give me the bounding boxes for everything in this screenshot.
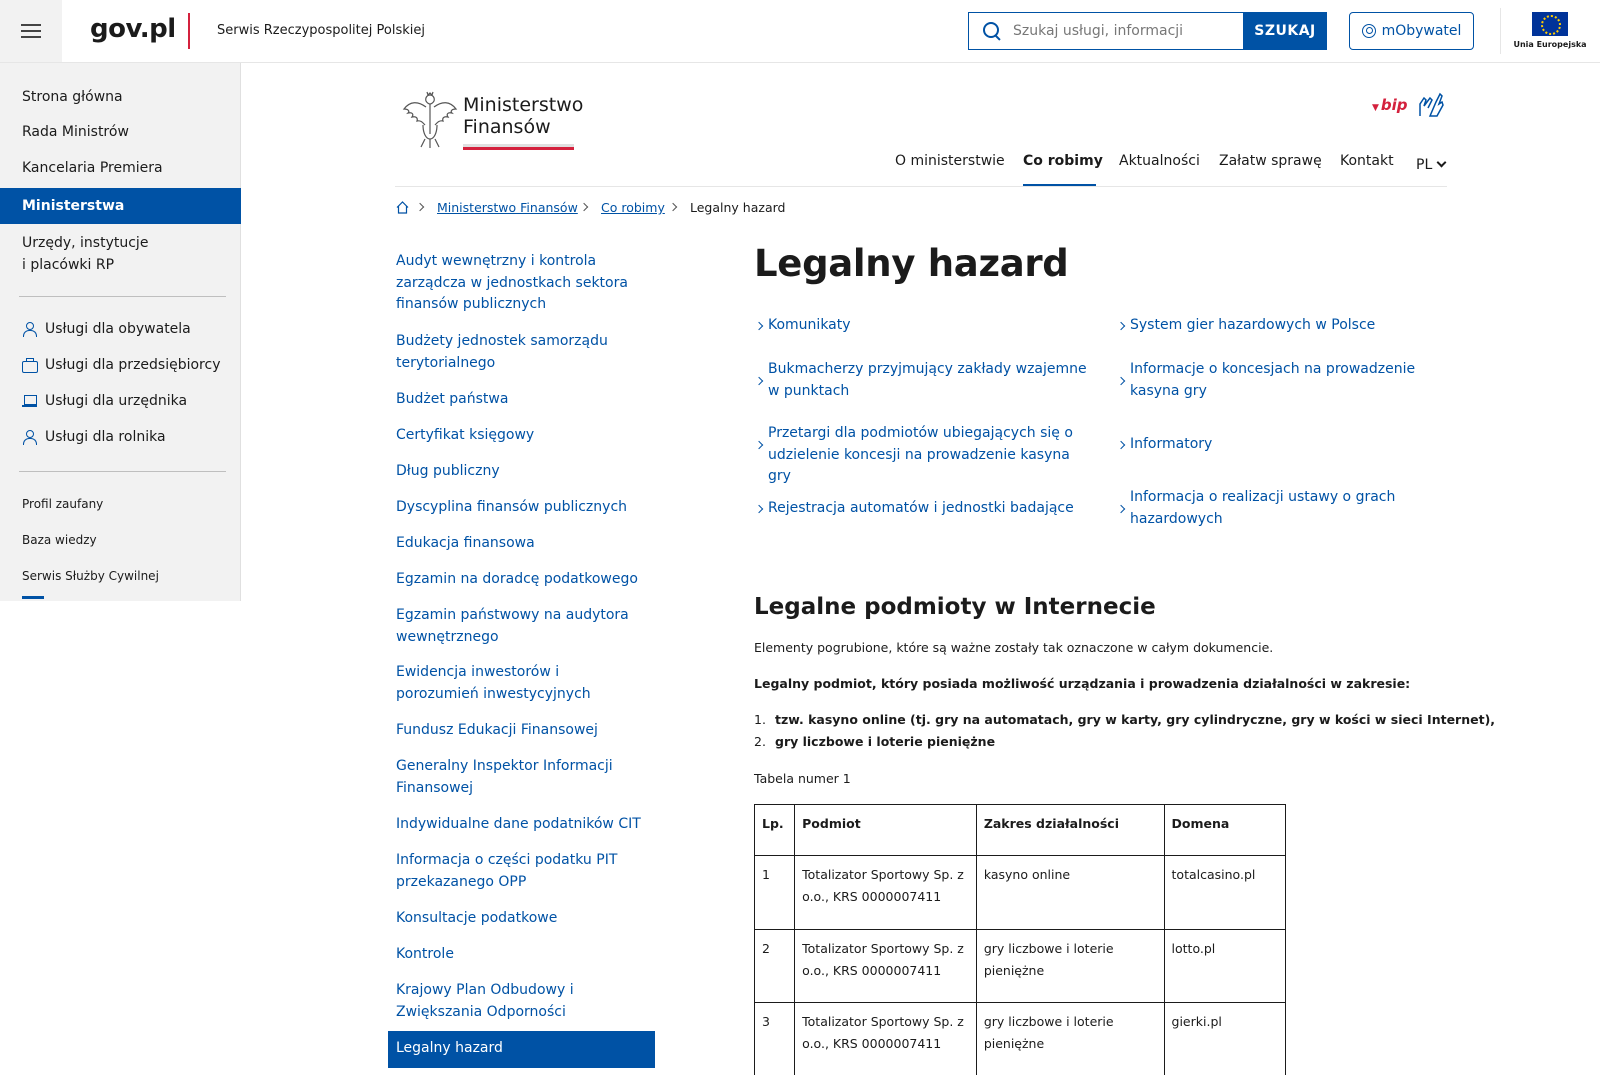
lead-paragraph: Legalny podmiot, który posiada możliwość urządzania i prowadzenia działalności w zakresie: <box>754 676 1411 691</box>
chevron-down-icon <box>1437 158 1447 168</box>
list-text: tzw. kasyno online (tj. gry na automatach, gry w karty, gry cylindryczne, gry w kości w sieci Internet), <box>775 712 1496 727</box>
subnav-item[interactable]: Ewidencja inwestorów i porozumień inwestycyjnych <box>396 664 591 702</box>
subnav-item[interactable]: Budżety jednostek samorządu terytorialnego <box>396 333 608 371</box>
topnav-o-ministerstwie[interactable]: O ministerstwie <box>895 153 1005 169</box>
subnav-item[interactable]: Budżet państwa <box>396 391 509 407</box>
service-link-rolnik[interactable] <box>22 429 166 445</box>
table-cell: gierki.pl <box>1164 1003 1285 1075</box>
search-icon <box>983 22 1001 40</box>
topnav-kontakt[interactable]: Kontakt <box>1340 153 1394 169</box>
ministry-name[interactable] <box>463 94 583 138</box>
user-circle-icon <box>1362 24 1376 38</box>
eagle-emblem-icon <box>401 89 459 151</box>
subnav-item[interactable]: Egzamin państwowy na audytora wewnętrznego <box>396 607 629 645</box>
table-cell: lotto.pl <box>1164 930 1285 1003</box>
mobywatel-button[interactable] <box>1349 12 1474 50</box>
subnav-item-active[interactable]: Legalny hazard <box>388 1031 655 1068</box>
service-link-label: Usługi dla obywatela <box>45 321 191 337</box>
breadcrumb-chevron-icon <box>416 203 424 211</box>
column-header: Zakres działalności <box>976 805 1164 856</box>
laptop-icon <box>22 394 37 408</box>
eu-label: Unia Europejska <box>1513 40 1587 49</box>
breadcrumb-ministerstwo[interactable]: Ministerstwo Finansów <box>437 200 578 215</box>
service-link-urzednik[interactable] <box>22 393 187 409</box>
table-cell: Totalizator Sportowy Sp. z o.o., KRS 0000007411 <box>795 1003 977 1075</box>
home-icon[interactable] <box>396 201 409 214</box>
subnav-item[interactable]: Egzamin na doradcę podatkowego <box>396 571 638 587</box>
sitenav-item-rada[interactable]: Rada Ministrów <box>22 124 129 140</box>
govpl-logo[interactable]: gov.pl <box>90 14 176 44</box>
note-paragraph: Elementy pogrubione, które są ważne zostały tak oznaczone w całym dokumencie. <box>754 640 1274 655</box>
sitenav-urzedy-line2: i placówki RP <box>22 256 115 273</box>
sitenav-divider <box>19 471 226 472</box>
topic-link[interactable]: Bukmacherzy przyjmujący zakłady wzajemne w punktach <box>754 359 1094 402</box>
subnav-item[interactable]: Generalny Inspektor Informacji Finansowej <box>396 758 613 796</box>
section-title: Legalne podmioty w Internecie <box>754 594 1156 620</box>
subnav-item[interactable]: Certyfikat księgowy <box>396 427 535 443</box>
breadcrumb-chevron-icon <box>669 203 677 211</box>
topnav-aktualnosci[interactable]: Aktualności <box>1119 153 1200 169</box>
top-bar <box>0 0 1600 63</box>
service-link-label: Usługi dla przedsiębiorcy <box>45 357 221 373</box>
topic-link[interactable]: Informatory <box>1116 434 1436 456</box>
table-caption: Tabela numer 1 <box>754 771 851 786</box>
eu-logo <box>1510 12 1590 49</box>
service-name: Serwis Rzeczypospolitej Polskiej <box>217 23 425 38</box>
sitenav-item-kancelaria[interactable]: Kancelaria Premiera <box>22 160 163 176</box>
menu-icon[interactable] <box>0 0 62 62</box>
list-item <box>754 712 1495 727</box>
subnav-item[interactable]: Edukacja finansowa <box>396 535 535 551</box>
topic-link[interactable]: Przetargi dla podmiotów ubiegających się o udzielenie koncesji na prowadzenie kasyna gry <box>754 423 1094 488</box>
topic-link[interactable]: Komunikaty <box>754 315 1094 337</box>
topic-link[interactable]: Informacje o koncesjach na prowadzenie kasyna gry <box>1116 359 1436 402</box>
subnav-item[interactable]: Informacja o części podatku PIT przekazanego OPP <box>396 852 618 890</box>
person-icon <box>22 322 37 336</box>
column-header: Lp. <box>755 805 795 856</box>
link-baza-wiedzy[interactable]: Baza wiedzy <box>22 533 97 547</box>
sitenav-item-urzedy[interactable] <box>22 233 148 276</box>
breadcrumb-chevron-icon <box>580 203 588 211</box>
table-cell: Totalizator Sportowy Sp. z o.o., KRS 0000007411 <box>795 930 977 1003</box>
ministry-name-line2: Finansów <box>463 116 551 138</box>
service-link-obywatel[interactable] <box>22 321 191 337</box>
subnav-item[interactable]: Kontrole <box>396 946 454 962</box>
sitenav-item-home[interactable]: Strona główna <box>22 89 123 105</box>
eu-flag-icon <box>1532 12 1568 36</box>
service-link-label: Usługi dla rolnika <box>45 429 166 445</box>
breadcrumb-co-robimy[interactable]: Co robimy <box>601 200 665 215</box>
list-item <box>754 734 995 749</box>
search-box <box>968 12 1244 50</box>
subnav-item[interactable]: Dyscyplina finansów publicznych <box>396 499 628 515</box>
topic-link[interactable]: System gier hazardowych w Polsce <box>1116 315 1436 337</box>
sign-language-icon[interactable] <box>1416 90 1446 120</box>
legal-entities-table <box>754 804 1286 1075</box>
list-number: 1. <box>754 712 766 727</box>
search-button[interactable]: SZUKAJ <box>1243 12 1327 50</box>
subnav-item[interactable]: Krajowy Plan Odbudowy i Zwiększania Odporności <box>396 982 574 1020</box>
service-link-przedsiebiorca[interactable] <box>22 357 221 373</box>
topnav-zalatw-sprawe[interactable]: Załatw sprawę <box>1219 153 1322 169</box>
table-cell: kasyno online <box>976 856 1164 930</box>
service-link-label: Usługi dla urzędnika <box>45 393 188 409</box>
table-row <box>755 856 1286 930</box>
list-text: gry liczbowe i loterie pieniężne <box>775 734 996 749</box>
language-label: PL <box>1416 157 1433 173</box>
subnav-item[interactable]: Indywidualne dane podatników CIT <box>396 816 641 832</box>
column-header: Domena <box>1164 805 1285 856</box>
ministry-name-line1: Ministerstwo <box>463 94 584 116</box>
bip-link[interactable]: ▼ bip <box>1372 96 1408 114</box>
ministry-flag-bar <box>463 144 574 150</box>
language-selector[interactable] <box>1416 157 1445 173</box>
table-cell: totalcasino.pl <box>1164 856 1285 930</box>
table-cell: gry liczbowe i loterie pieniężne <box>976 930 1164 1003</box>
page-title: Legalny hazard <box>754 242 1069 285</box>
sitenav-urzedy-line1: Urzędy, instytucje <box>22 235 149 251</box>
sitenav-item-ministerstwa[interactable]: Ministerstwa <box>0 188 241 224</box>
person-icon <box>22 430 37 444</box>
topic-link[interactable]: Informacja o realizacji ustawy o grach hazardowych <box>1116 487 1436 530</box>
link-sluzba-cywilna[interactable]: Serwis Służby Cywilnej <box>22 569 159 583</box>
eu-divider <box>1500 8 1501 54</box>
logo-divider <box>188 13 190 49</box>
subnav-item[interactable]: Fundusz Edukacji Finansowej <box>396 722 598 738</box>
nav-scroll-indicator <box>22 596 44 599</box>
site-navigation <box>0 63 241 601</box>
breadcrumb-current: Legalny hazard <box>690 200 786 215</box>
table-cell: 3 <box>755 1003 795 1075</box>
subnav-item[interactable]: Konsultacje podatkowe <box>396 910 558 926</box>
briefcase-icon <box>22 358 37 372</box>
topic-link[interactable]: Rejestracja automatów i jednostki badające <box>754 498 1094 520</box>
topnav-co-robimy[interactable]: Co robimy <box>1023 153 1103 169</box>
table-cell: gry liczbowe i loterie pieniężne <box>976 1003 1164 1075</box>
table-cell: Totalizator Sportowy Sp. z o.o., KRS 0000007411 <box>795 856 977 930</box>
search-input[interactable] <box>1013 23 1233 39</box>
mobywatel-label: mObywatel <box>1381 23 1462 39</box>
list-number: 2. <box>754 734 766 749</box>
link-profil-zaufany[interactable]: Profil zaufany <box>22 497 104 511</box>
table-header-row <box>755 805 1286 856</box>
sitenav-divider <box>19 296 226 297</box>
table-cell: 1 <box>755 856 795 930</box>
table-cell: 2 <box>755 930 795 1003</box>
table-row <box>755 930 1286 1003</box>
table-row <box>755 1003 1286 1075</box>
subnav-item[interactable]: Dług publiczny <box>396 463 500 479</box>
header-divider <box>395 186 1447 187</box>
subnav-item[interactable]: Audyt wewnętrzny i kontrola zarządcza w jednostkach sektora finansów publicznych <box>396 253 628 312</box>
column-header: Podmiot <box>795 805 977 856</box>
